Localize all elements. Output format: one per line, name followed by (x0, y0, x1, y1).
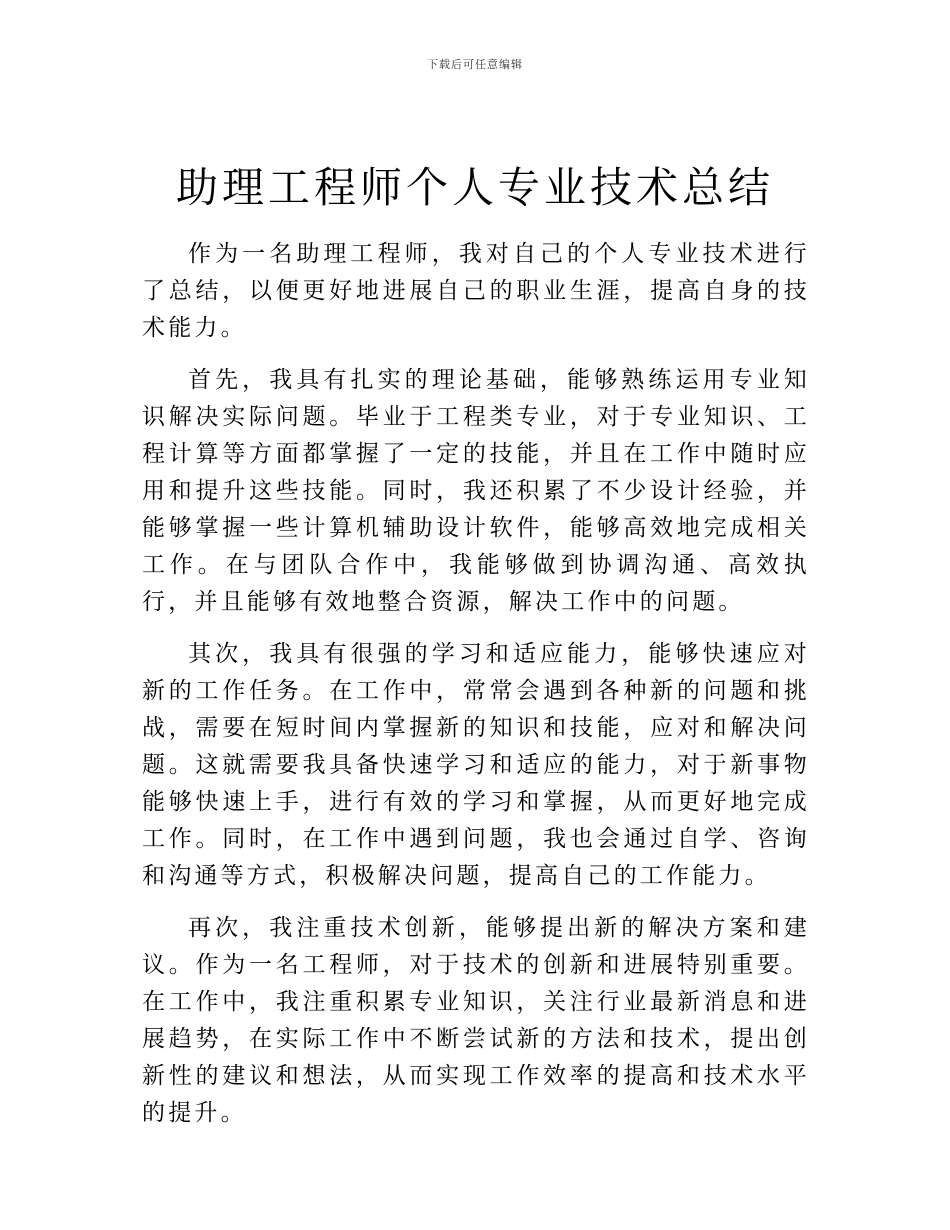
document-body (142, 236, 810, 1147)
paragraph-intro: 作为一名助理工程师，我对自己的个人专业技术进行了总结，以便更好地进展自己的职业生涯，提高自身的技术能力。 (142, 241, 810, 341)
paragraph-innovation: 再次，我注重技术创新，能够提出新的解决方案和建议。作为一名工程师，对于技术的创新和进展特别重要。在工作中，我注重积累专业知识，关注行业最新消息和进展趋势，在实际工作中不断尝试新的方法和技术，提出创新性的建议和想法，从而实现工作效率的提高和技术水平的提升。 (142, 915, 810, 1126)
paragraph-learning: 其次，我具有很强的学习和适应能力，能够快速应对新的工作任务。在工作中，常常会遇到各种新的问题和挑战，需要在短时间内掌握新的知识和技能，应对和解决问题。这就需要我具备快速学习和适应的能力，对于新事物能够快速上手，进行有效的学习和掌握，从而更好地完成工作。同时，在工作中遇到问题，我也会通过自学、咨询和沟通等方式，积极解决问题，提高自己的工作能力。 (142, 641, 810, 889)
header-note: 下载后可任意编辑 (427, 58, 523, 71)
document-title: 助理工程师个人专业技术总结 (175, 163, 774, 212)
paragraph-foundation: 首先，我具有扎实的理论基础，能够熟练运用专业知识解决实际问题。毕业于工程类专业，对于专业知识、工程计算等方面都掌握了一定的技能，并且在工作中随时应用和提升这些技能。同时，我还积累了不少设计经验，并能够掌握一些计算机辅助设计软件，能够高效地完成相关工作。在与团队合作中，我能够做到协调沟通、高效执行，并且能够有效地整合资源，解决工作中的问题。 (142, 367, 810, 615)
